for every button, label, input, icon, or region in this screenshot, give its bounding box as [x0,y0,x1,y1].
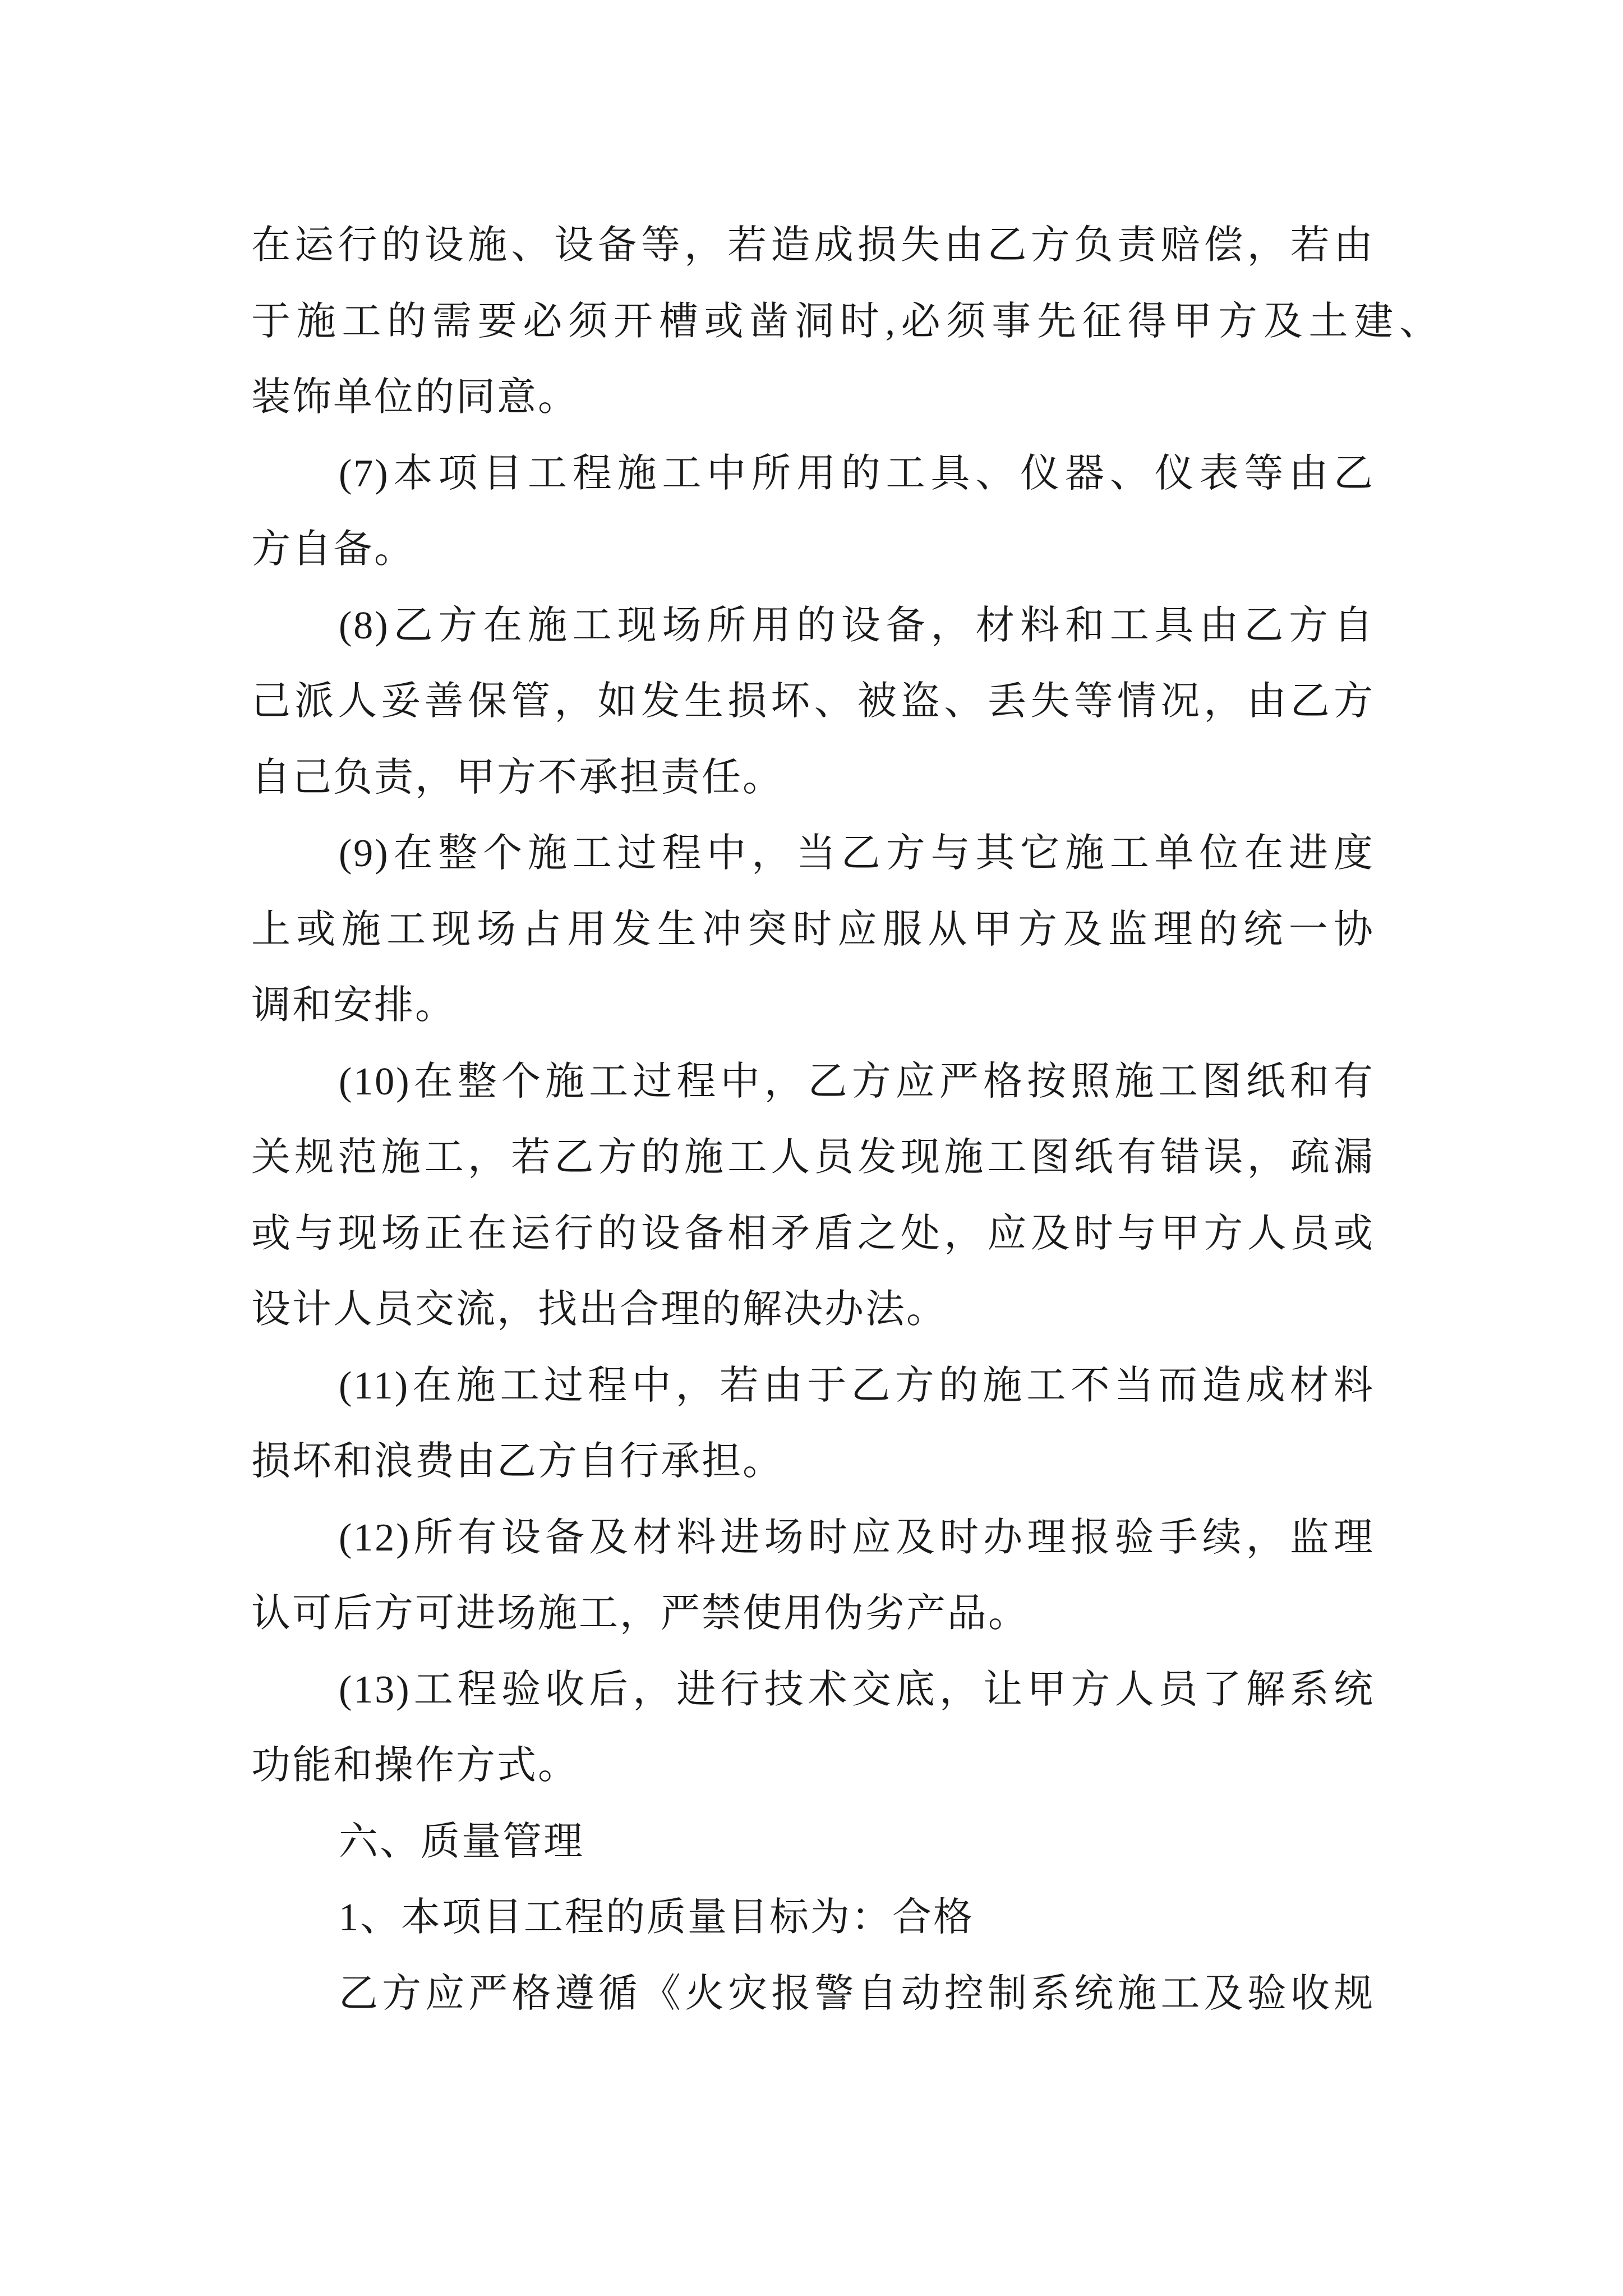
text-line: 调和安排。 [251,984,456,1027]
text-line: 方自备。 [251,528,415,571]
text-line: (10)在整个施工过程中，乙方应严格按照施工图纸和有 [339,1060,1375,1103]
text-line: 1、本项目工程的质量目标为：合格 [339,1896,974,1939]
text-line: 乙方应严格遵循《火灾报警自动控制系统施工及验收规 [339,1972,1375,2016]
text-line: 或与现场正在运行的设备相矛盾之处，应及时与甲方人员或 [251,1212,1375,1255]
text-line: 损坏和浪费由乙方自行承担。 [251,1440,783,1483]
text-line: (7)本项目工程施工中所用的工具、仪器、仪表等由乙 [339,452,1375,495]
paragraph-item-12 [251,1500,1485,1652]
text-line: 设计人员交流，找出合理的解决办法。 [251,1288,947,1331]
text-line: 装饰单位的同意。 [251,376,579,419]
body-text [251,208,1485,2032]
paragraph-standards [251,1956,1485,2032]
text-line: 于施工的需要必须开槽或凿洞时,必须事先征得甲方及土建、 [251,300,1440,343]
section-heading-text: 六、质量管理 [339,1820,584,1864]
text-line: (8)乙方在施工现场所用的设备，材料和工具由乙方自 [339,604,1375,647]
text-line: 认可后方可进场施工，严禁使用伪劣产品。 [251,1592,1029,1635]
text-line: 功能和操作方式。 [251,1744,579,1787]
paragraph-continued [251,208,1485,436]
section-heading [251,1804,1485,1880]
text-line: 自己负责，甲方不承担责任。 [251,756,783,799]
text-line: 上或施工现场占用发生冲突时应服从甲方及监理的统一协 [251,908,1375,951]
paragraph-item-10 [251,1044,1485,1348]
text-line: 在运行的设施、设备等，若造成损失由乙方负责赔偿，若由 [251,224,1375,267]
text-line: (9)在整个施工过程中，当乙方与其它施工单位在进度 [339,832,1375,875]
paragraph-item-9 [251,816,1485,1044]
paragraph-quality-target [251,1880,1485,1956]
text-line: 己派人妥善保管，如发生损坏、被盗、丢失等情况，由乙方 [251,680,1375,723]
paragraph-item-11 [251,1348,1485,1500]
paragraph-item-8 [251,588,1485,816]
text-line: (11)在施工过程中，若由于乙方的施工不当而造成材料 [339,1364,1375,1407]
text-line: 关规范施工，若乙方的施工人员发现施工图纸有错误，疏漏 [251,1136,1375,1179]
paragraph-item-7 [251,436,1485,588]
text-line: (13)工程验收后，进行技术交底，让甲方人员了解系统 [339,1668,1375,1711]
text-line: (12)所有设备及材料进场时应及时办理报验手续，监理 [339,1516,1375,1559]
paragraph-item-13 [251,1652,1485,1804]
